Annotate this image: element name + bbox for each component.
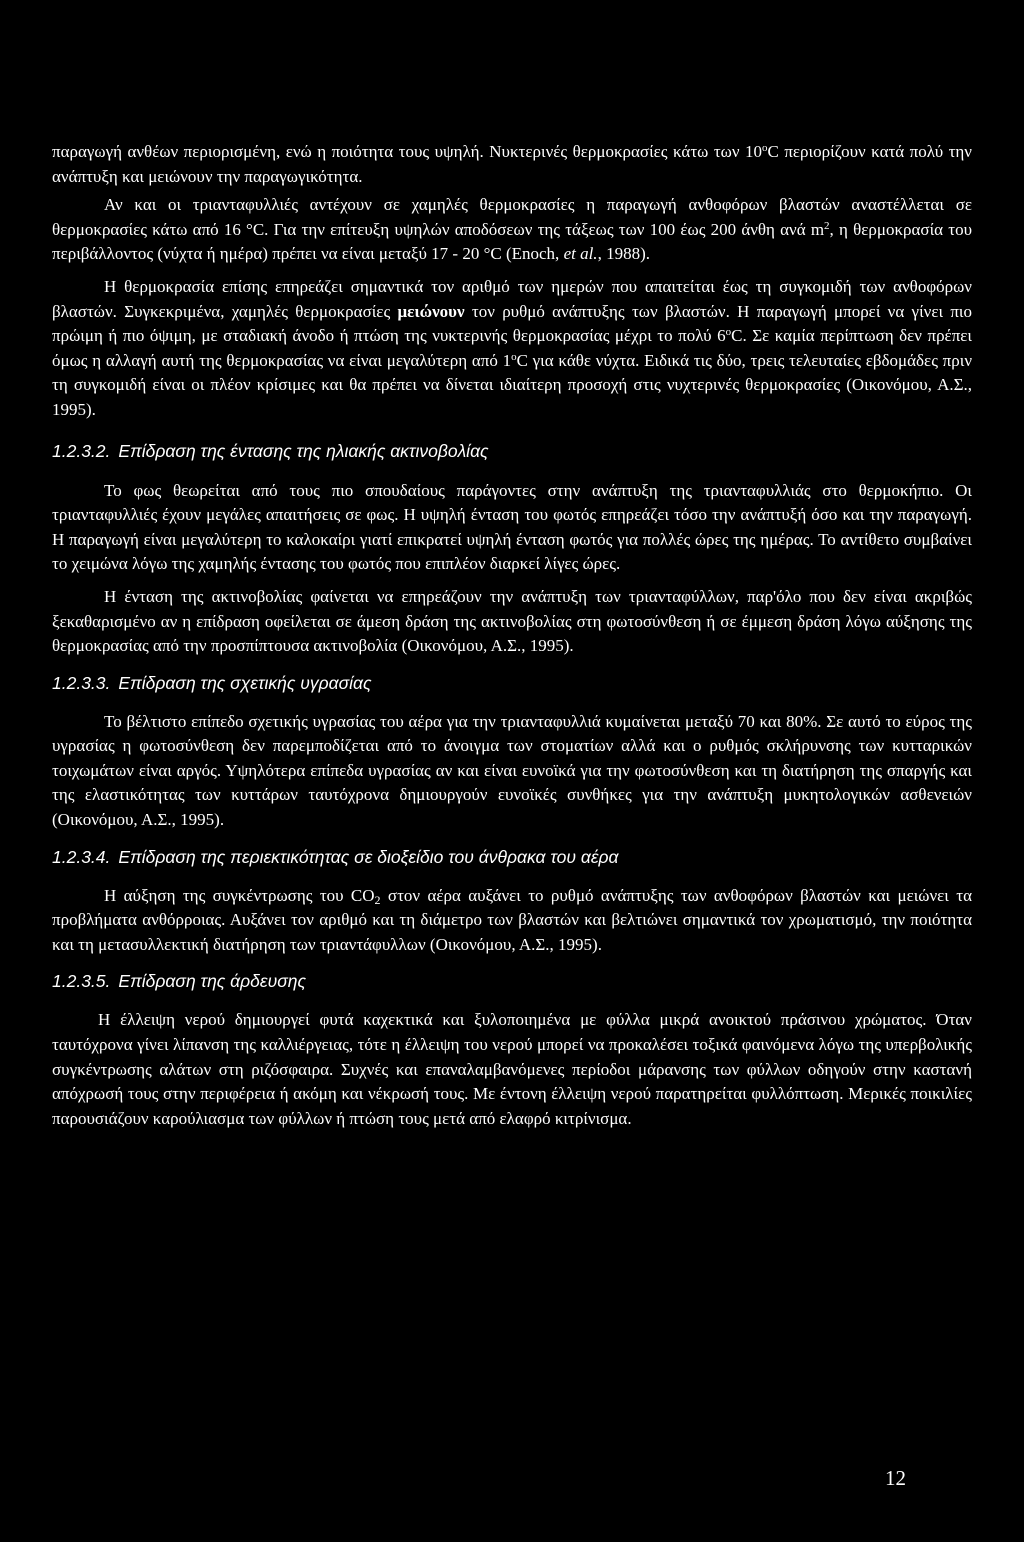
section-heading-irrigation: 1.2.3.5. Επίδραση της άρδευσης	[52, 971, 306, 992]
page-number: 12	[885, 1466, 906, 1490]
paragraph-intro: παραγωγή ανθέων περιορισμένη, ενώ η ποιότητα τους υψηλή. Νυκτερινές θερμοκρασίες κάτω των 10$^o$C περιορίζουν κατά πολύ την ανάπτυξη και μειώνουν την παραγωγικότητα.	[52, 142, 972, 186]
paragraph-humidity: Το βέλτιστο επίπεδο σχετικής υγρασίας του αέρα για την τριανταφυλλιά κυμαίνεται μεταξύ 70 και 80%. Σε αυτό το εύρος της υγρασίας η φωτοσύνθεση δεν παρεμποδίζεται από το άνοιγμα των στοματίων αλλά και ο ρυθμός σκλήρυνσης των κυτταρικών τοιχωμάτων είναι αργός. Υψηλότερα επίπεδα υγρασίας αν και είναι ευνοϊκά για την φωτοσύνθεση και τη διατήρηση της σπαργής και της ελαστικότητας των κυττάρων ταυτόχρονα δημιουργούν ευνοϊκές συνθήκες για την ανάπτυξη μυκητολογικών ασθενειών (Οικονόμου, Α.Σ., 1995).	[52, 711, 972, 830]
document-page	[52, 140, 972, 1131]
paragraph-temperature-2: Η θερμοκρασία επίσης επηρεάζει σημαντικά τον αριθμό των ημερών που απαιτείται έως τη συγκομιδή των ανθοφόρων βλαστών. Συγκεκριμένα, χαμηλές θερμοκρασίες μειώνουν τον ρυθμό ανάπτυξης των βλαστών. Η παραγωγή μπορεί να γίνει πιο πρώιμη ή πιο όψιμη, με σταδιακή άνοδο ή πτώση της νυκτερινής θερμοκρασίας μέχρι το πολύ 6$^o$C. Σε καμία περίπτωση δεν πρέπει όμως η αλλαγή αυτή της θερμοκρασίας να είναι μεγαλύτερη από 1$^o$C για κάθε νύχτα. Ειδικά τις δύο, τρεις τελευταίες εβδομάδες πριν τη συγκομιδή είναι οι πλέον κρίσιμες και θα πρέπει να δίνεται ιδιαίτερη προσοχή στις νυχτερινές θερμοκρασίες (Οικονόμου, Α.Σ., 1995).	[52, 276, 972, 419]
paragraph-temperature-1: Αν και οι τριανταφυλλιές αντέχουν σε χαμηλές θερμοκρασίες η παραγωγή ανθοφόρων βλαστών αναστέλλεται σε θερμοκρασίες κάτω από 16 °C. Για την επίτευξη υψηλών αποδόσεων της τάξεως των 100 έως 200 άνθη ανά $m^2$, η θερμοκρασία του περιβάλλοντος (νύχτα ή ημέρα) πρέπει να είναι μεταξύ 17 - 20 °C (Enoch, et al., 1988).	[52, 195, 972, 264]
section-heading-humidity: 1.2.3.3. Επίδραση της σχετικής υγρασίας	[52, 672, 372, 693]
section-heading-co2: 1.2.3.4. Επίδραση της περιεκτικότητας σε διοξείδιο του άνθρακα του αέρα	[52, 846, 619, 867]
paragraph-light-2: Η ένταση της ακτινοβολίας φαίνεται να επηρεάζουν την ανάπτυξη των τριανταφύλλων, παρ'όλο που δεν είναι ακριβώς ξεκαθαρισμένο αν η επίδραση οφείλεται σε άμεση δράση της ακτινοβολίας στη φωτοσύνθεση ή σε έμμεση δράση λόγω αύξησης της θερμοκρασίας από την προσπίπτουσα ακτινοβολία (Οικονόμου, Α.Σ., 1995).	[52, 586, 972, 656]
paragraph-co2: Η αύξηση της συγκέντρωσης του $CO_2$ στον αέρα αυξάνει το ρυθμό ανάπτυξης των ανθοφόρων βλαστών και μειώνει τα προβλήματα ανθόρροιας. Αυξάνει τον αριθμό και τη διάμετρο των βλαστών και βελτιώνει σημαντικά τον χρωματισμό, την ποιότητα και τη μετασυλλεκτική διατήρηση των τριαντάφυλλων (Οικονόμου, Α.Σ., 1995).	[52, 885, 972, 954]
paragraph-light-1: Το φως θεωρείται από τους πιο σπουδαίους παράγοντες στην ανάπτυξη της τριανταφυλλιάς στο θερμοκήπιο. Οι τριανταφυλλιές έχουν μεγάλες απαιτήσεις σε φως. Η υψηλή ένταση του φωτός επηρεάζει τόσο την ανάπτυξή όσο και την παραγωγή. Η παραγωγή είναι μεγαλύτερη το καλοκαίρι γιατί επικρατεί υψηλή ένταση φωτός για πολλές ώρες της ημέρας. Το αντίθετο συμβαίνει το χειμώνα λόγω της χαμηλής έντασης του φωτός που επιπλέον διαρκεί λίγες ώρες.	[52, 480, 972, 574]
section-heading-light: 1.2.3.2. Επίδραση της έντασης της ηλιακής ακτινοβολίας	[52, 440, 489, 461]
paragraph-irrigation: Η έλλειψη νερού δημιουργεί φυτά καχεκτικά και ξυλοποιημένα με φύλλα μικρά ανοικτού πράσινου χρώματος. Όταν ταυτόχρονα γίνει λίπανση της καλλιέργειας, τότε η έλλειψη του νερού μπορεί να προκαλέσει τοξικά φαινόμενα λόγω της υπερβολικής συγκέντρωσης αλάτων στη ριζόσφαιρα. Συχνές και επαναλαμβανόμενες περίοδοι μάρανσης των φύλλων οδηγούν στην καστανή απόχρωσή τους στην περιφέρεια ή ακόμη και νέκρωσή τους. Με έντονη έλλειψη νερού παρατηρείται φυλλόπτωση. Μερικές ποικιλίες παρουσιάζουν καρούλιασμα των φύλλων ή πτώση τους μετά από ελαφρό κιτρίνισμα.	[52, 1010, 972, 1128]
